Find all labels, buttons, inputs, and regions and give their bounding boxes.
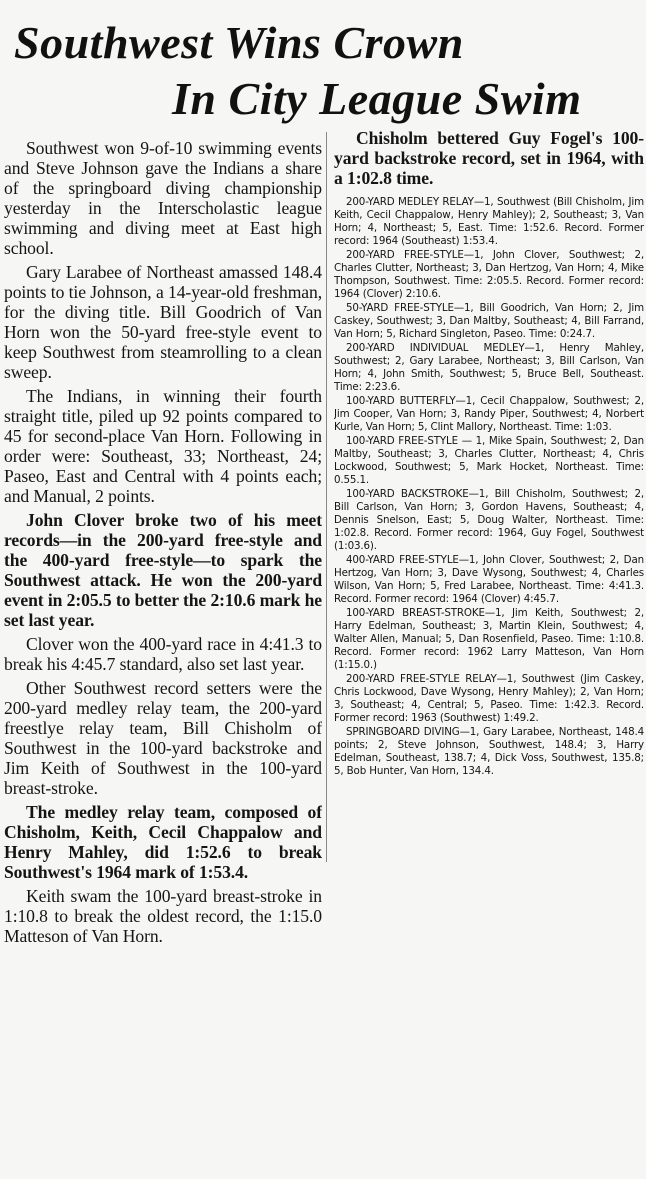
story-paragraph-6: Other Southwest record setters were the 200-yard medley relay team, the 200-yard freestlye relay team, Bill Chisholm of Southwest in the 100-yard backstroke and Jim Keith of Southwest in the 100-yard breast-stroke. xyxy=(4,678,322,798)
story-paragraph-8: Keith swam the 100-yard breast-stroke in 1:10.8 to break the oldest record, the 1:15.0 Matteson of Van Horn. xyxy=(4,886,322,946)
story-paragraph-7: The medley relay team, composed of Chisholm, Keith, Cecil Chappalow and Henry Mahley, did 1:52.6 to break Southwest's 1964 mark of 1:53.4. xyxy=(4,802,322,882)
result-400-free: 400-YARD FREE-STYLE—1, John Clover, Southwest; 2, Dan Hertzog, Van Horn; 3, Dave Wysong, Southwest; 4, Charles Wilson, Van Horn; 5, Fred Larabee, Northeast. Time: 4:41.3. Record. Former record: 1964 (Clover) 4:45.7. xyxy=(334,554,644,605)
result-springboard-diving: SPRINGBOARD DIVING—1, Gary Larabee, Northeast, 148.4 points; 2, Steve Johnson, Southwest, 148.4; 3, Harry Edelman, Southeast, 138.7; 4, Dick Voss, Southwest, 135.8; 5, Bob Hunter, Van Horn, 134.4. xyxy=(334,726,644,777)
result-200-free: 200-YARD FREE-STYLE—1, John Clover, Southwest; 2, Charles Clutter, Northeast; 3, Dan Hertzog, Van Horn; 4, Mike Thompson, Southwest. Time: 2:05.5. Record. Former record: 1964 (Clover) 2:10.6. xyxy=(334,249,644,300)
result-butterfly: 100-YARD BUTTERFLY—1, Cecil Chappalow, Southwest; 2, Jim Cooper, Van Horn; 3, Randy Piper, Southwest; 4, Norbert Kurle, Van Horn; 5, Clint Mallory, Northeast. Time: 1:03. xyxy=(334,395,644,433)
lead-paragraph: Chisholm bettered Guy Fogel's 100-yard backstroke record, set in 1964, with a 1:02.8 time. xyxy=(334,128,644,188)
result-free-relay: 200-YARD FREE-STYLE RELAY—1, Southwest (Jim Caskey, Chris Lockwood, Dave Wysong, Henry Mahley); 2, Van Horn; 3, Southeast; 4, Central; 5, Paseo. Time: 1:42.3. Record. Former record: 1963 (Southwest) 1:49.2. xyxy=(334,673,644,724)
story-paragraph-4: John Clover broke two of his meet records—in the 200-yard free-style and the 400-yard free-style—to spark the Southwest attack. He won the 200-yard event in 2:05.5 to better the 2:10.6 mark he set last year. xyxy=(4,510,322,630)
story-paragraph-3: The Indians, in winning their fourth straight title, piled up 92 points compared to 45 for second-place Van Horn. Following in order were: Southeast, 33; Northeast, 24; Paseo, East and Central with 4 points each; and Manual, 2 points. xyxy=(4,386,322,506)
story-paragraph-2: Gary Larabee of Northeast amassed 148.4 points to tie Johnson, a 14-year-old freshman, for the diving title. Bill Goodrich of Van Horn won the 50-yard free-style event to keep Southwest from steamrolling to a clean sweep. xyxy=(4,262,322,382)
result-50-free: 50-YARD FREE-STYLE—1, Bill Goodrich, Van Horn; 2, Jim Caskey, Southwest; 3, Dan Maltby, Southeast; 4, Bill Farrand, Van Horn; 5, Richard Singleton, Paseo. Time: 0:24.7. xyxy=(334,302,644,340)
story-column-left xyxy=(4,138,322,1178)
result-backstroke: 100-YARD BACKSTROKE—1, Bill Chisholm, Southwest; 2, Bill Carlson, Van Horn; 3, Gordon Havens, Southeast; 4, Dennis Snelson, East; 5, Doug Walter, Northeast. Time: 1:02.8. Record. Former record: 1964, Guy Fogel, Southwest (1:03.6). xyxy=(334,488,644,552)
headline-line-1: Southwest Wins Crown xyxy=(14,17,464,68)
headline-line-2: In City League Swim xyxy=(172,73,582,124)
result-individual-medley: 200-YARD INDIVIDUAL MEDLEY—1, Henry Mahley, Southwest; 2, Gary Larabee, Northeast; 3, Bill Carlson, Van Horn; 4, John Smith, Southwest; 5, Bruce Bell, Southeast. Time: 2:23.6. xyxy=(334,342,644,393)
result-breaststroke: 100-YARD BREAST-STROKE—1, Jim Keith, Southwest; 2, Harry Edelman, Southeast; 3, Martin Klein, Southwest; 4, Walter Allen, Manual; 5, Dan Rosenfield, Paseo. Time: 1:10.8. Record. Former record: 1962 Larry Matteson, Van Horn (1:15.0.) xyxy=(334,607,644,671)
story-paragraph-1: Southwest won 9-of-10 swimming events and Steve Johnson gave the Indians a share of the springboard diving championship yesterday in the Interscholastic league swimming and diving meet at East high school. xyxy=(4,138,322,258)
result-100-free: 100-YARD FREE-STYLE — 1, Mike Spain, Southwest; 2, Dan Maltby, Southeast; 3, Charles Clutter, Northeast; 4, Chris Lockwood, Southwest; 5, Mark Hocket, Northeast. Time: 0.55.1. xyxy=(334,435,644,486)
column-divider xyxy=(326,132,327,862)
result-medley-relay: 200-YARD MEDLEY RELAY—1, Southwest (Bill Chisholm, Jim Keith, Cecil Chappalow, Henry Mahley); 2, Southeast; 3, Van Horn; 4, Northeast; 5, East. Time: 1:52.6. Record. Former record: 1964 (Southeast) 1:53.4. xyxy=(334,196,644,247)
story-column-right xyxy=(334,128,644,978)
story-paragraph-5: Clover won the 400-yard race in 4:41.3 to break his 4:45.7 standard, also set last year. xyxy=(4,634,322,674)
